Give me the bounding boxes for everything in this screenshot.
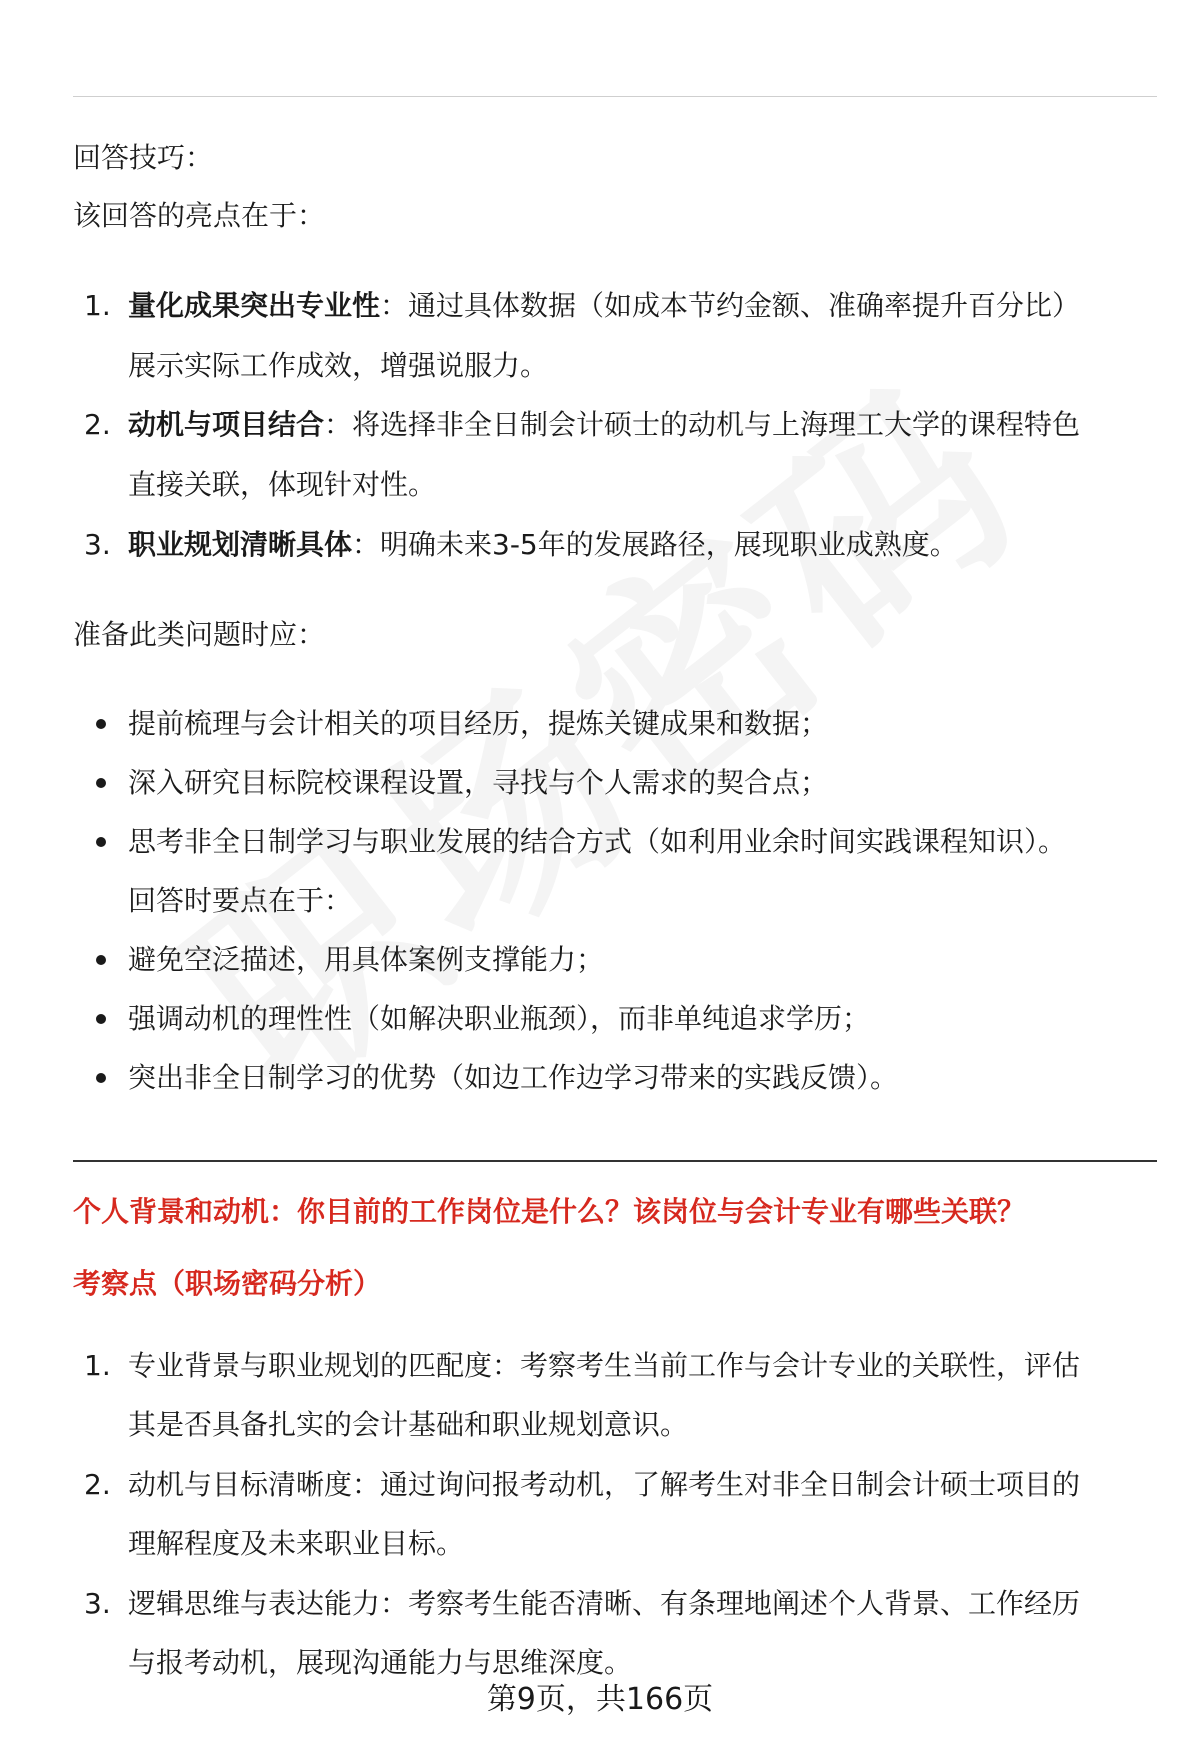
highlights-intro: 该回答的亮点在于： [73,199,326,232]
item-bold-title: 量化成果突出专业性 [128,289,381,322]
top-divider [73,96,1157,97]
item-text-continued: 展示实际工作成效，增强说服力。 [128,349,549,382]
list-item: 强调动机的理性性（如解决职业瓶颈），而非单纯追求学历； [128,1002,871,1035]
list-item: 突出非全日制学习的优势（如边工作边学习带来的实践反馈）。 [128,1061,899,1094]
numbered-item-number: 2. [84,408,111,441]
numbered-item [128,405,1080,445]
numbered-item-number: 3. [84,528,111,561]
numbered-item: 逻辑思维与表达能力：考察考生能否清晰、有条理地阐述个人背景、工作经历 [128,1587,1081,1620]
numbered-item: 专业背景与职业规划的匹配度：考察考生当前工作与会计专业的关联性，评估 [128,1349,1081,1382]
item-text-continued: 其是否具备扎实的会计基础和职业规划意识。 [128,1408,689,1441]
numbered-item: 动机与目标清晰度：通过询问报考动机，了解考生对非全日制会计硕士项目的 [128,1468,1081,1501]
section-divider [73,1160,1157,1162]
item-text: ：将选择非全日制会计硕士的动机与上海理工大学的课程特色 [324,408,1081,441]
numbered-item-number: 1. [84,1349,111,1382]
prepare-heading: 准备此类问题时应： [73,618,326,651]
numbered-item-number: 3. [84,1587,111,1620]
bullet-dot [96,1073,106,1083]
numbered-item [128,286,1080,326]
question-heading: 个人背景和动机：你目前的工作岗位是什么？该岗位与会计专业有哪些关联？ [73,1195,1026,1228]
item-text: ：明确未来3-5年的发展路径，展现职业成熟度。 [352,528,958,561]
bullet-dot [96,955,106,965]
numbered-item-number: 1. [84,289,111,322]
bullet-dot [96,837,106,847]
item-bold-title: 职业规划清晰具体 [128,528,353,561]
answer-points-heading: 回答时要点在于： [128,884,353,917]
item-text-continued: 直接关联，体现针对性。 [128,468,437,501]
list-item: 深入研究目标院校课程设置，寻找与个人需求的契合点； [128,766,829,799]
list-item: 提前梳理与会计相关的项目经历，提炼关键成果和数据； [128,707,829,740]
bullet-dot [96,1014,106,1024]
bullet-dot [96,719,106,729]
list-item: 避免空泛描述，用具体案例支撑能力； [128,943,605,976]
numbered-item [128,525,958,565]
list-item: 思考非全日制学习与职业发展的结合方式（如利用业余时间实践课程知识）。 [128,825,1067,858]
tips-heading: 回答技巧： [73,141,214,174]
item-text-continued: 理解程度及未来职业目标。 [128,1527,465,1560]
item-text-continued: 与报考动机，展现沟通能力与思维深度。 [128,1646,633,1679]
page-number: 第9页，共166页 [486,1682,714,1717]
focus-heading: 考察点（职场密码分析） [73,1267,382,1300]
bullet-dot [96,778,106,788]
item-bold-title: 动机与项目结合 [128,408,325,441]
numbered-item-number: 2. [84,1468,111,1501]
item-text: ：通过具体数据（如成本节约金额、准确率提升百分比） [380,289,1081,322]
